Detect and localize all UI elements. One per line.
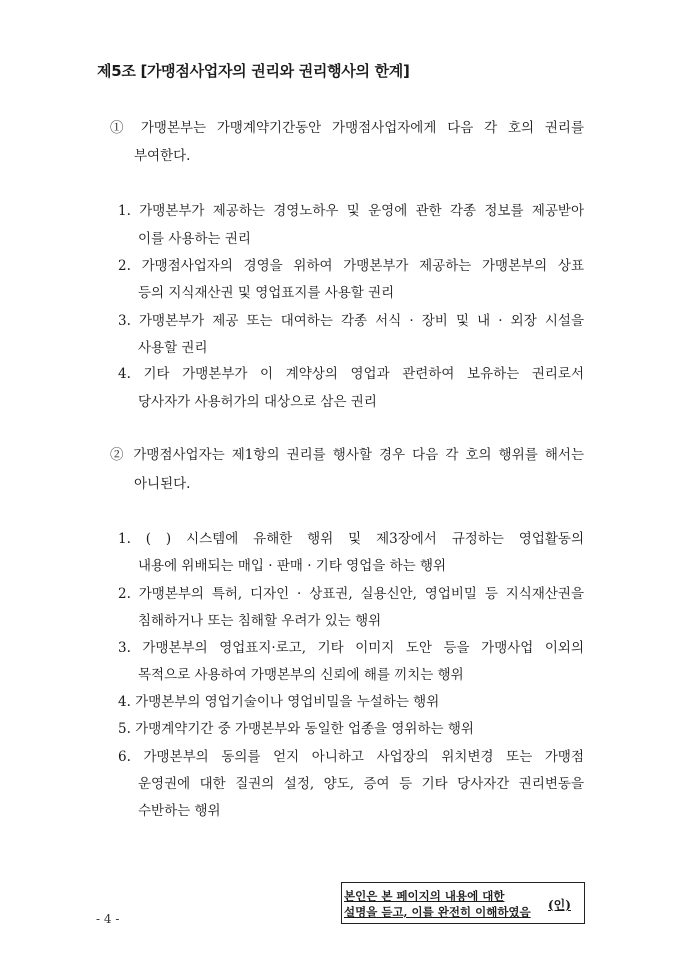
list-item: 4. 가맹본부의 영업기술이나 영업비밀을 누설하는 행위 [118, 694, 440, 710]
list-item-continuation: 이를 사용하는 권리 [138, 231, 251, 247]
list-item: 2. 가맹본부의 특허, 디자인 · 상표권, 실용신안, 영업비밀 등 지식재산권을 [118, 586, 584, 602]
confirmation-statement [344, 888, 540, 920]
paragraph-2-line-2: 아니된다. [134, 476, 191, 492]
confirmation-line-2: 설명을 듣고, 이를 완전히 이해하였음 [344, 905, 531, 919]
list-item-continuation: 당사자가 사용허가의 대상으로 삼은 권리 [138, 394, 377, 410]
page-number: - 4 - [96, 912, 120, 926]
list-item: 2. 가맹점사업자의 경영을 위하여 가맹본부가 제공하는 가맹본부의 상표 [118, 258, 584, 274]
list-item-continuation: 사용할 권리 [138, 340, 208, 356]
list-item: 3. 가맹본부의 영업표지·로고, 기타 이미지 도안 등을 가맹사업 이외의 [118, 640, 584, 656]
list-item-continuation: 목적으로 사용하여 가맹본부의 신뢰에 해를 끼치는 행위 [138, 667, 464, 683]
list-item-continuation: 등의 지식재산권 및 영업표지를 사용할 권리 [138, 285, 395, 301]
paragraph-2-line-1: ② 가맹점사업자는 제1항의 권리를 행사할 경우 다음 각 호의 행위를 해서는 [110, 447, 584, 463]
list-item-continuation: 수반하는 행위 [138, 803, 221, 819]
list-item: 6. 가맹본부의 동의를 얻지 아니하고 사업장의 위치변경 또는 가맹점 [118, 749, 584, 765]
paragraph-1-line-2: 부여한다. [134, 148, 191, 164]
list-item-continuation: 침해하거나 또는 침해할 우려가 있는 행위 [138, 613, 382, 629]
list-item-continuation: 내용에 위배되는 매입 · 판매 · 기타 영업을 하는 행위 [138, 558, 447, 574]
article-title: 제5조 [가맹점사업자의 권리와 권리행사의 한계] [97, 62, 410, 80]
list-item: 3. 가맹본부가 제공 또는 대여하는 각종 서식 · 장비 및 내 · 외장 시설을 [118, 313, 584, 329]
list-item: 5. 가맹계약기간 중 가맹본부와 동일한 업종을 영위하는 행위 [118, 721, 474, 737]
seal-mark: (인) [548, 898, 571, 912]
confirmation-line-1: 본인은 본 페이지의 내용에 대한 [344, 889, 505, 903]
list-item: 1. 가맹본부가 제공하는 경영노하우 및 운영에 관한 각종 정보를 제공받아 [118, 203, 584, 219]
paragraph-1-line-1: ① 가맹본부는 가맹계약기간동안 가맹점사업자에게 다음 각 호의 권리를 [110, 120, 584, 136]
list-item: 4. 기타 가맹본부가 이 계약상의 영업과 관련하여 보유하는 권리로서 [118, 366, 584, 382]
list-item: 1. ( ) 시스템에 유해한 행위 및 제3장에서 규정하는 영업활동의 [118, 531, 584, 547]
list-item-continuation: 운영권에 대한 질권의 설정, 양도, 증여 등 기타 당사자간 권리변동을 [138, 776, 584, 792]
